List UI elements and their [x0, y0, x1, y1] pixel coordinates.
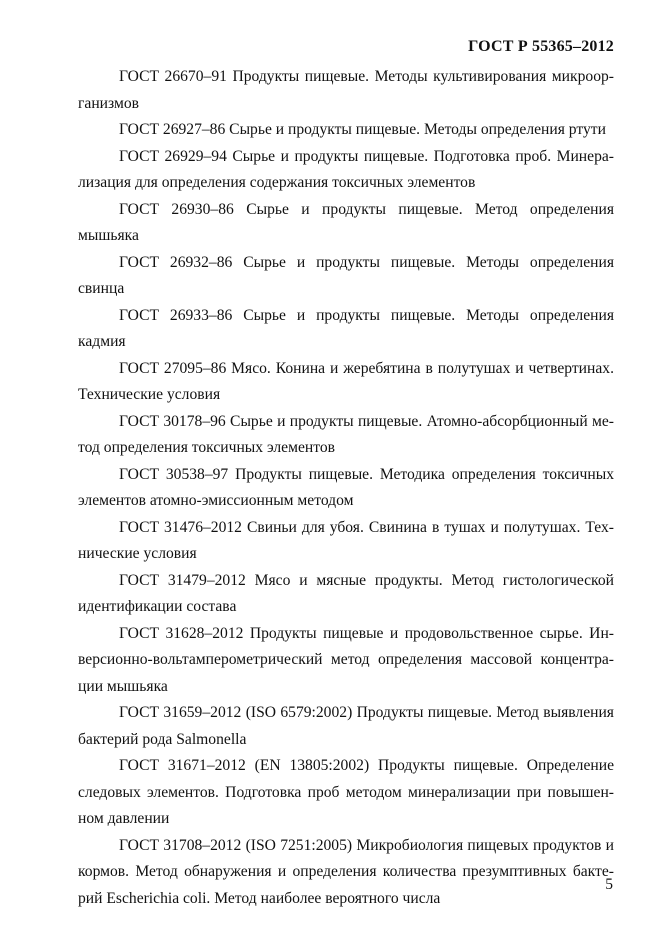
reference-entry: ГОСТ 30538–97 Продукты пищевые. Методика определения токсичных элементов атомно-эмиссионным методом — [78, 465, 614, 509]
reference-entry: ГОСТ 31479–2012 Мясо и мясные продукты. Метод гистологической идентификации состава — [78, 571, 614, 615]
reference-entry: ГОСТ 30178–96 Сырье и продукты пищевые. Атомно-абсорбционный метод определения токсичных элементов — [78, 412, 614, 456]
reference-entry: ГОСТ 31659–2012 (ISO 6579:2002) Продукты пищевые. Метод выявления бактерий рода Salmonella — [78, 704, 614, 748]
reference-entry: ГОСТ 31708–2012 (ISO 7251:2005) Микробиология пищевых продуктов и кормов. Метод обнаружения и определения количества презумптивных бактерий Escherichia coli. Метод наиболее вероятного числа — [78, 836, 614, 907]
document-code-header: ГОСТ Р 55365–2012 — [468, 38, 614, 55]
reference-entry: ГОСТ 27095–86 Мясо. Конина и жеребятина в полутушах и четвертинах. Технические условия — [78, 359, 614, 403]
reference-entry: ГОСТ 26930–86 Сырье и продукты пищевые. Метод определения мышьяка — [78, 200, 614, 244]
reference-entry: ГОСТ 26670–91 Продукты пищевые. Методы культивирования микроорганизмов — [78, 68, 614, 112]
reference-entry: ГОСТ 26927–86 Сырье и продукты пищевые. Методы определения ртути — [119, 121, 606, 138]
reference-entry: ГОСТ 26929–94 Сырье и продукты пищевые. Подготовка проб. Минерализация для определения содержания токсичных элементов — [78, 147, 614, 191]
reference-list — [78, 64, 614, 912]
reference-entry: ГОСТ 26932–86 Сырье и продукты пищевые. Методы определения свинца — [78, 253, 614, 297]
page-number: 5 — [605, 876, 613, 893]
reference-entry: ГОСТ 26933–86 Сырье и продукты пищевые. Методы определения кадмия — [78, 306, 614, 350]
reference-entry: ГОСТ 31476–2012 Свиньи для убоя. Свинина в тушах и полутушах. Технические условия — [78, 518, 614, 562]
reference-entry: ГОСТ 31628–2012 Продукты пищевые и продовольственное сырье. Инверсионно-вольтамперометрический метод определения массовой концентрации мышьяка — [78, 624, 614, 695]
reference-entry: ГОСТ 31671–2012 (EN 13805:2002) Продукты пищевые. Определение следовых элементов. Подготовка проб методом минерализации при повышенном давлении — [78, 757, 614, 827]
